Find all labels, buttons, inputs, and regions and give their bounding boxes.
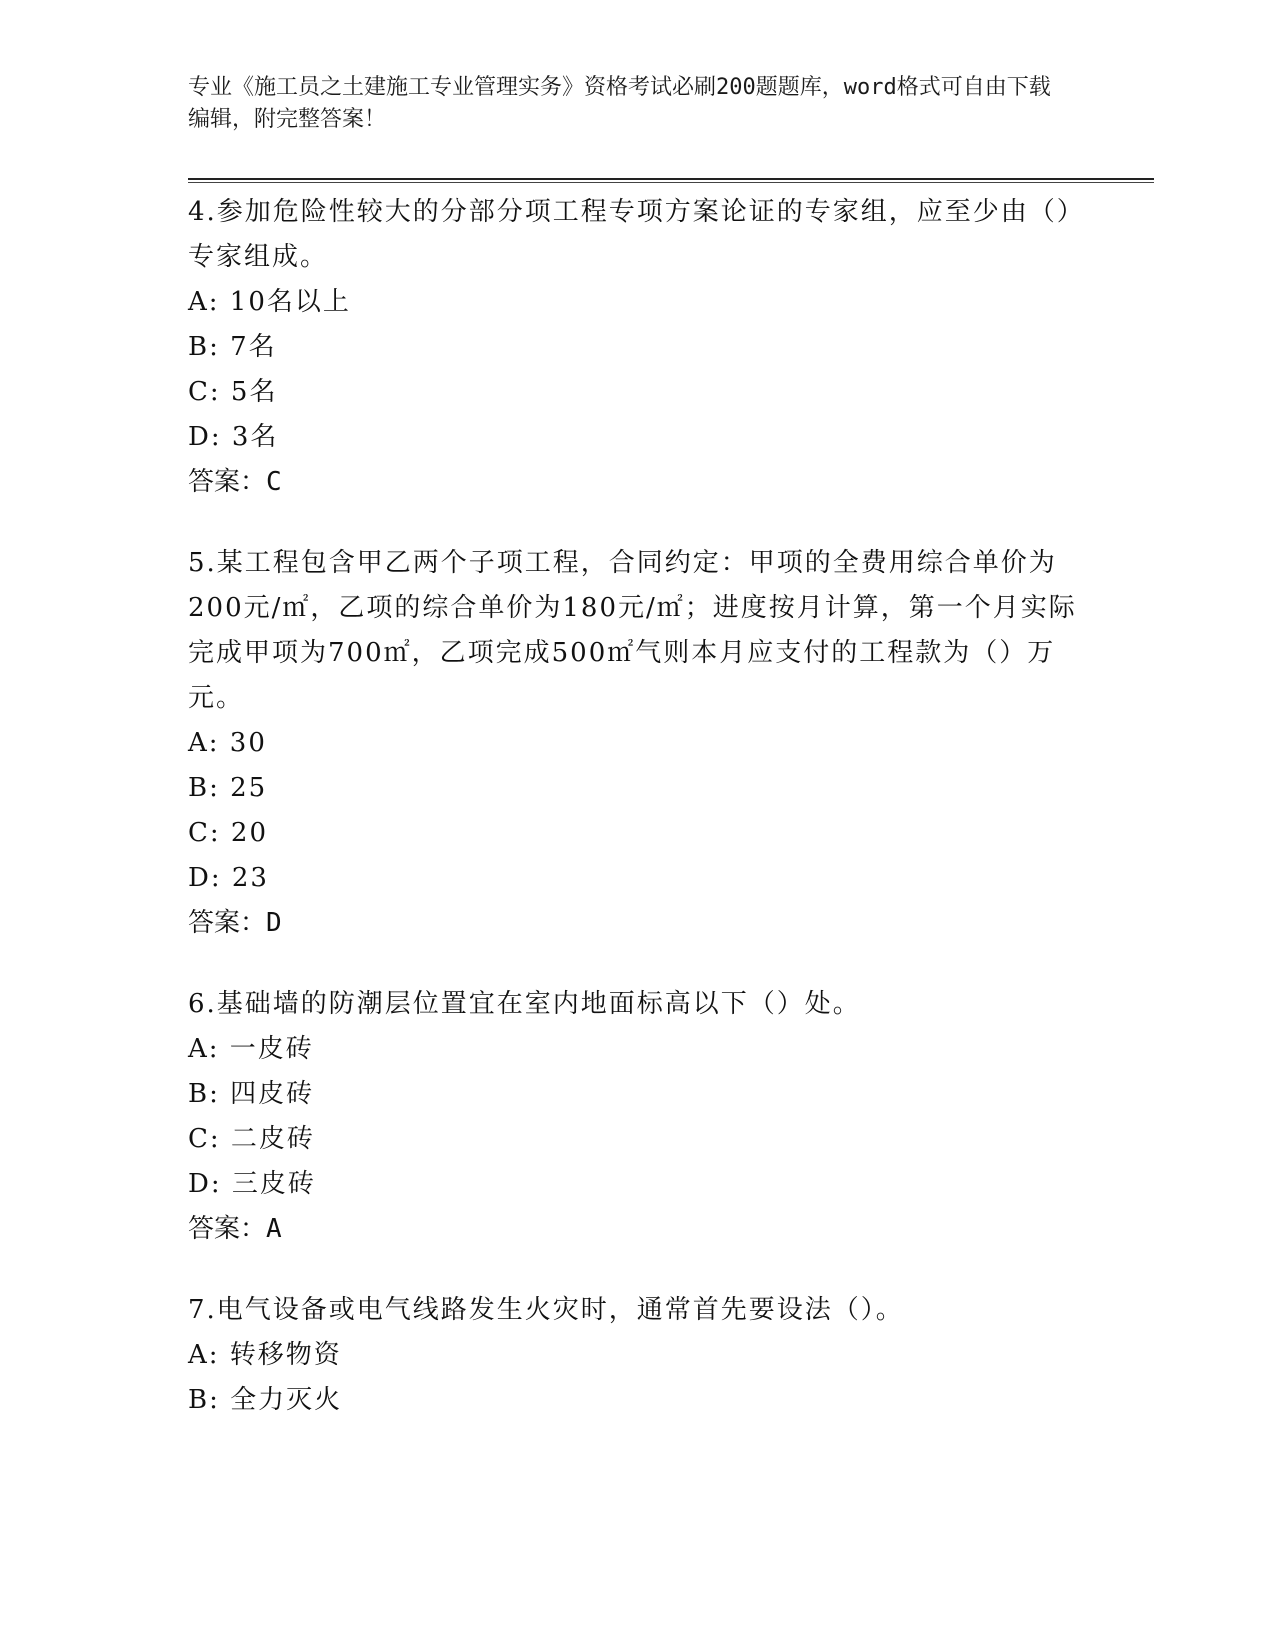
- question-list: [188, 190, 1088, 1459]
- option-b: B: 7名: [188, 332, 277, 362]
- header-divider-thin: [188, 182, 1154, 183]
- question-text: 7.电气设备或电气线路发生火灾时，通常首先要设法（）。: [188, 1295, 904, 1325]
- document-header: 专业《施工员之土建施工专业管理实务》资格考试必刷200题题库，word格式可自由下载编辑，附完整答案！: [188, 75, 1051, 132]
- question-text: 5.某工程包含甲乙两个子项工程，合同约定：甲项的全费用综合单价为200元/㎡，乙项的综合单价为180元/㎡；进度按月计算，第一个月实际完成甲项为700㎡，乙项完成500㎡气则本月应支付的工程款为（）万元。: [188, 548, 1077, 713]
- option-a: A: 转移物资: [188, 1340, 342, 1370]
- option-b: B: 25: [188, 773, 268, 803]
- option-a: A: 30: [188, 728, 267, 758]
- option-a: A: 10名以上: [188, 287, 351, 317]
- option-b: B: 四皮砖: [188, 1079, 315, 1109]
- option-c: C: 20: [188, 818, 269, 848]
- option-d: D: 3名: [188, 422, 279, 452]
- question-text: 6.基础墙的防潮层位置宜在室内地面标高以下（）处。: [188, 989, 861, 1019]
- option-c: C: 二皮砖: [188, 1124, 315, 1154]
- option-a: A: 一皮砖: [188, 1034, 314, 1064]
- question-6: [188, 982, 1088, 1252]
- header-divider-thick: [188, 178, 1154, 180]
- question-7: [188, 1288, 1088, 1423]
- option-c: C: 5名: [188, 377, 278, 407]
- option-d: D: 三皮砖: [188, 1169, 316, 1199]
- option-d: D: 23: [188, 863, 269, 893]
- question-5: [188, 541, 1088, 946]
- answer: 答案：D: [188, 908, 282, 938]
- question-4: [188, 190, 1088, 505]
- question-text: 4.参加危险性较大的分部分项工程专项方案论证的专家组，应至少由（）专家组成。: [188, 197, 1085, 272]
- answer: 答案：A: [188, 1214, 282, 1244]
- answer: 答案：C: [188, 467, 282, 497]
- option-b: B: 全力灭火: [188, 1385, 343, 1415]
